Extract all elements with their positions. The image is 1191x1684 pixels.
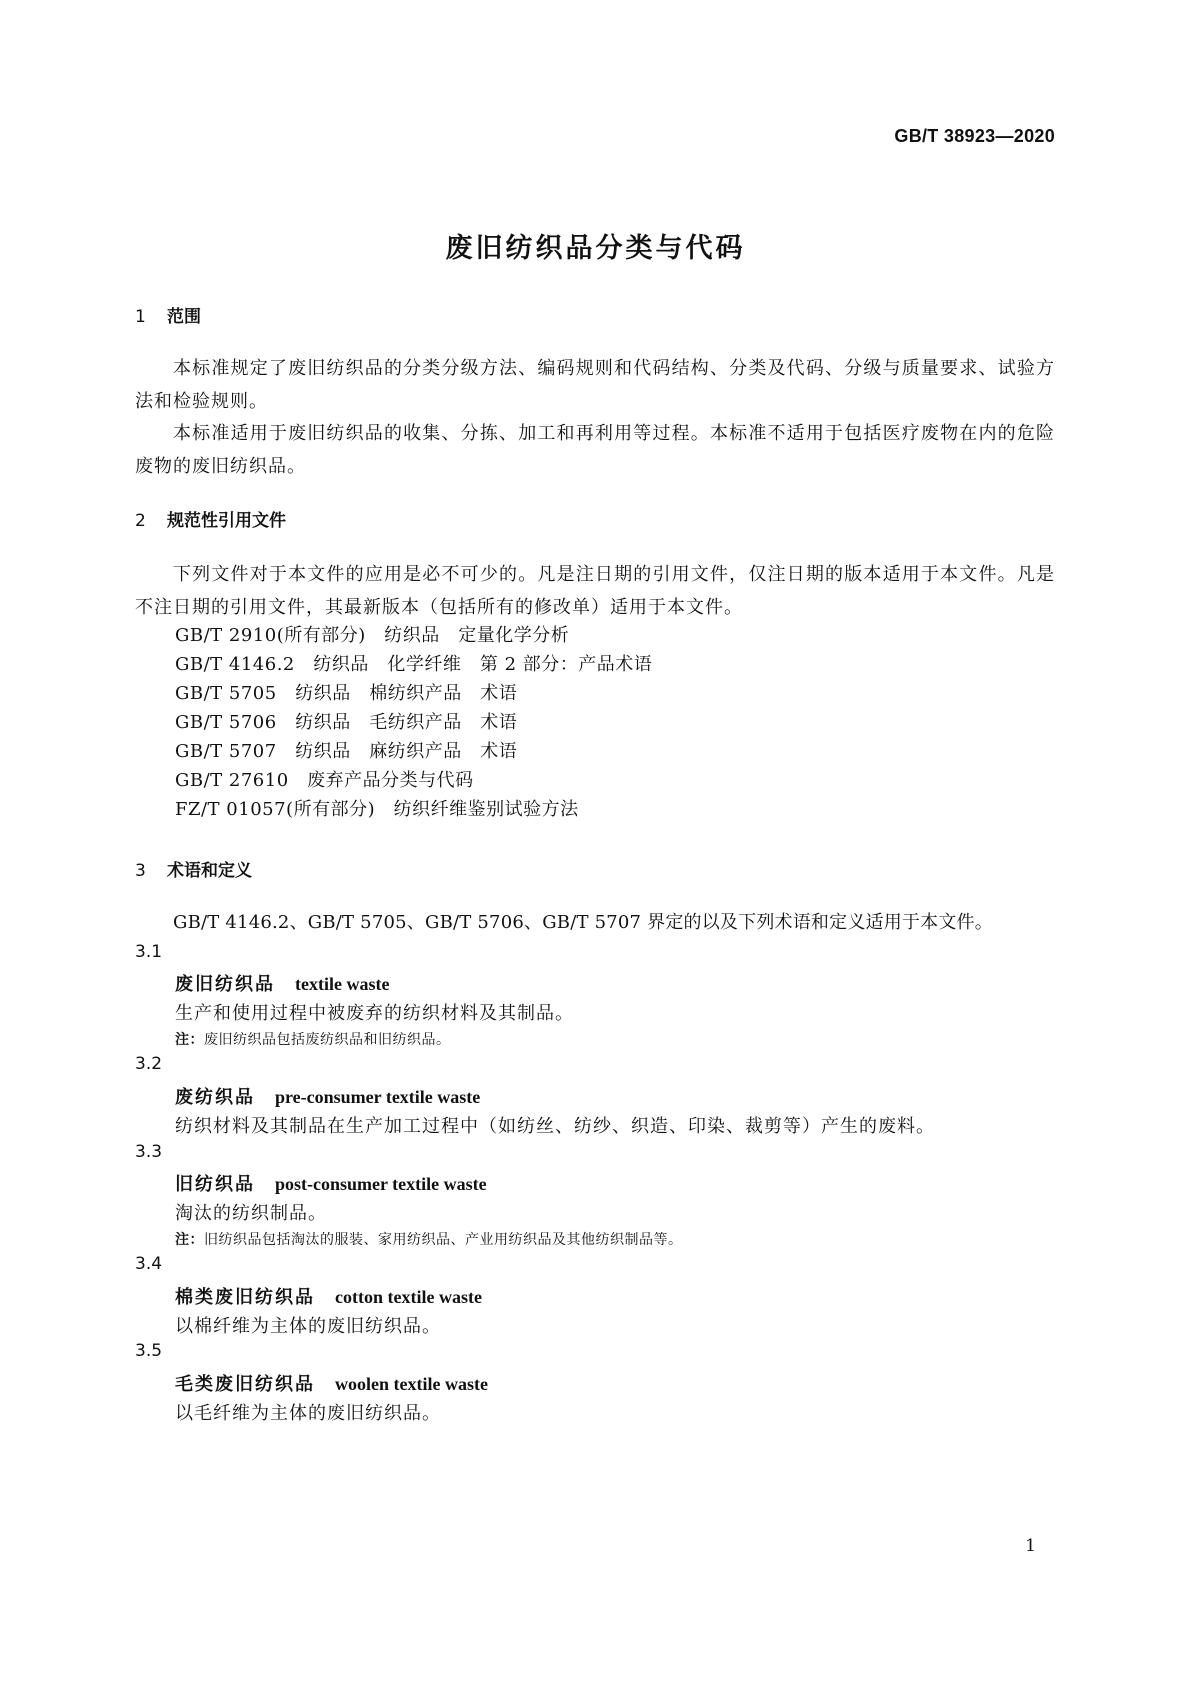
page-title: 废旧纺织品分类与代码: [445, 233, 746, 264]
term-definition: 生产和使用过程中被废弃的纺织材料及其制品。: [175, 1003, 574, 1024]
term-definition: 以棉纤维为主体的废旧纺织品。: [175, 1316, 441, 1337]
paragraph: 本标准适用于废旧纺织品的收集、分拣、加工和再利用等过程。本标准不适用于包括医疗废物在内的危险废物的废旧纺织品。: [135, 423, 1055, 477]
reference-item: GB/T 5705 纺织品 棉纺织产品 术语: [175, 683, 518, 704]
note-text: 废旧纺织品包括废纺织品和旧纺织品。: [204, 1032, 451, 1048]
term-name-zh: 废纺织品: [175, 1087, 255, 1108]
paragraph: 下列文件对于本文件的应用是必不可少的。凡是注日期的引用文件，仅注日期的版本适用于本文件。凡是不注日期的引用文件，其最新版本（包括所有的修改单）适用于本文件。: [135, 564, 1055, 618]
term-name-zh: 毛类废旧纺织品: [175, 1374, 315, 1395]
term-definition: 纺织材料及其制品在生产加工过程中（如纺丝、纺纱、织造、印染、裁剪等）产生的废料。: [175, 1116, 935, 1137]
section-3-heading: [135, 856, 252, 881]
reference-item: GB/T 5706 纺织品 毛纺织产品 术语: [175, 712, 518, 733]
reference-item: GB/T 2910(所有部分) 纺织品 定量化学分析: [175, 625, 570, 646]
reference-item: GB/T 27610 废弃产品分类与代码: [175, 770, 474, 791]
section-2-heading: [135, 506, 286, 531]
term-name-en: woolen textile waste: [335, 1374, 488, 1394]
term-definition: 以毛纤维为主体的废旧纺织品。: [175, 1403, 441, 1424]
paragraph: 本标准规定了废旧纺织品的分类分级方法、编码规则和代码结构、分类及代码、分级与质量要求、试验方法和检验规则。: [135, 358, 1055, 412]
term-number: 3.2: [135, 1054, 163, 1074]
term-name: [175, 970, 389, 996]
term-note: [175, 1229, 683, 1249]
reference-item: FZ/T 01057(所有部分) 纺织纤维鉴别试验方法: [175, 799, 579, 820]
reference-item: GB/T 4146.2 纺织品 化学纤维 第 2 部分：产品术语: [175, 654, 653, 675]
term-number: 3.4: [135, 1254, 163, 1274]
term-name-en: post-consumer textile waste: [275, 1174, 487, 1194]
term-number: 3.1: [135, 942, 163, 962]
term-name: [175, 1283, 482, 1309]
reference-item: GB/T 5707 纺织品 麻纺织产品 术语: [175, 741, 518, 762]
term-name: [175, 1083, 480, 1109]
term-name-en: pre-consumer textile waste: [275, 1087, 481, 1107]
section-title: 范围: [167, 307, 201, 327]
paragraph: GB/T 4146.2、GB/T 5705、GB/T 5706、GB/T 5707 界定的以及下列术语和定义适用于本文件。: [173, 912, 993, 933]
term-name-en: cotton textile waste: [335, 1287, 482, 1307]
page-number: 1: [1025, 1536, 1036, 1556]
section-number: 3: [135, 861, 146, 881]
term-name-en: textile waste: [295, 974, 390, 994]
term-name: [175, 1170, 487, 1196]
term-definition: 淘汰的纺织制品。: [175, 1203, 327, 1224]
term-number: 3.5: [135, 1341, 163, 1361]
term-name-zh: 旧纺织品: [175, 1174, 255, 1195]
term-note: [175, 1029, 451, 1049]
section-1-heading: [135, 302, 201, 327]
note-label: 注：: [175, 1032, 204, 1048]
section-title: 术语和定义: [167, 861, 252, 881]
section-title: 规范性引用文件: [167, 511, 286, 531]
section-number: 1: [135, 307, 146, 327]
note-label: 注：: [175, 1232, 204, 1248]
term-name: [175, 1370, 488, 1396]
note-text: 旧纺织品包括淘汰的服装、家用纺织品、产业用纺织品及其他纺织制品等。: [204, 1232, 683, 1248]
term-name-zh: 棉类废旧纺织品: [175, 1287, 315, 1308]
standard-code: GB/T 38923—2020: [894, 126, 1055, 146]
term-number: 3.3: [135, 1142, 163, 1162]
section-number: 2: [135, 511, 146, 531]
term-name-zh: 废旧纺织品: [175, 974, 275, 995]
